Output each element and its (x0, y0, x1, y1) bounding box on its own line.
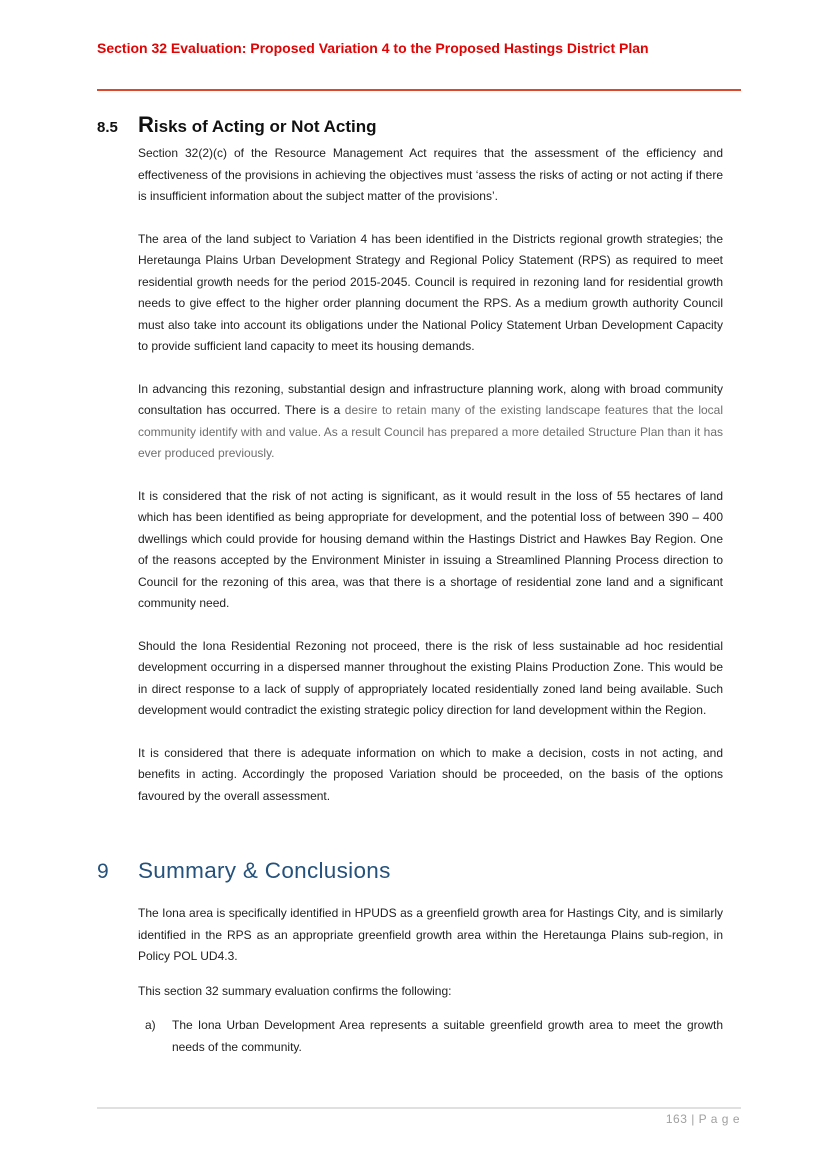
paragraph: This section 32 summary evaluation confirms the following: (138, 983, 452, 998)
paragraph-text: In advancing this rezoning, substantial design and infrastructure planning work, along with broad community consultation has occurred. There is a (138, 381, 723, 417)
document-header-title: Section 32 Evaluation: Proposed Variation 4 to the Proposed Hastings District Plan (97, 40, 649, 56)
section-number: 9 (97, 860, 109, 883)
paragraph (138, 379, 723, 465)
section-number: 8.5 (97, 119, 118, 136)
section-heading-summary (97, 858, 741, 884)
section-title: Summary & Conclusions (138, 858, 391, 883)
section-summary-body (138, 903, 723, 1058)
section-risks-body (138, 143, 723, 828)
section-title (138, 112, 376, 138)
section-title-rest: isks of Acting or Not Acting (153, 117, 377, 136)
paragraph-text-muted: desire to retain many of the existing landscape features that the local community identify with and value. As a result Council has prepared a more detailed Structure Plan than it has ever produced previously. (138, 403, 723, 460)
list-item (138, 1015, 723, 1058)
paragraph: It is considered that the risk of not acting is significant, as it would result in the loss of 55 hectares of land which has been identified as being appropriate for development, and the potential loss of between 390 – 400 dwellings which could provide for housing demand within the Hastings District and Hawkes Bay Region. One of the reasons accepted by the Environment Minister in issuing a Streamlined Planning Process direction to Council for the rezoning of this area, was that there is a shortage of residential zone land and a significant community need. (138, 488, 723, 610)
paragraph: The area of the land subject to Variation 4 has been identified in the Districts regional growth strategies; the Heretaunga Plains Urban Development Strategy and Regional Policy Statement (RPS) as required to meet residential growth needs for the period 2015-2045. Council is required in rezoning land for residential growth needs to give effect to the higher order planning document the RPS. As a medium growth authority Council must also take into account its obligations under the National Policy Statement Urban Development Capacity to provide sufficient land capacity to meet its housing demands. (138, 231, 723, 353)
list-marker: a) (145, 1018, 156, 1032)
paragraph: The Iona area is specifically identified in HPUDS as a greenfield growth area for Hastings City, and is similarly identified in the RPS as an appropriate greenfield growth area within the Heretaunga Plains sub-region, in Policy POL UD4.3. (138, 906, 723, 963)
paragraph: Section 32(2)(c) of the Resource Management Act requires that the assessment of the efficiency and effectiveness of the provisions in achieving the objectives must ‘assess the risks of acting or not acting if there is insufficient information about the subject matter of the provisions’. (138, 146, 723, 203)
paragraph: Should the Iona Residential Rezoning not proceed, there is the risk of less sustainable ad hoc residential development occurring in a dispersed manner throughout the existing Plains Production Zone. This would be in direct response to a lack of supply of appropriately located residentially zoned land being available. Such development would contradict the existing strategic policy direction for land development within the Region. (138, 638, 723, 717)
list-text: The Iona Urban Development Area represents a suitable greenfield growth area to meet the growth needs of the community. (172, 1018, 723, 1054)
header-rule (97, 89, 741, 91)
paragraph: It is considered that there is adequate information on which to make a decision, costs in not acting, and benefits in acting. Accordingly the proposed Variation should be proceeded, on the basis of the options favoured by the overall assessment. (138, 745, 723, 803)
section-heading-risks (97, 112, 741, 138)
page-number: 163 | P a g e (665, 1112, 740, 1126)
footer-rule (97, 1107, 741, 1109)
section-title-initial: R (138, 112, 154, 137)
